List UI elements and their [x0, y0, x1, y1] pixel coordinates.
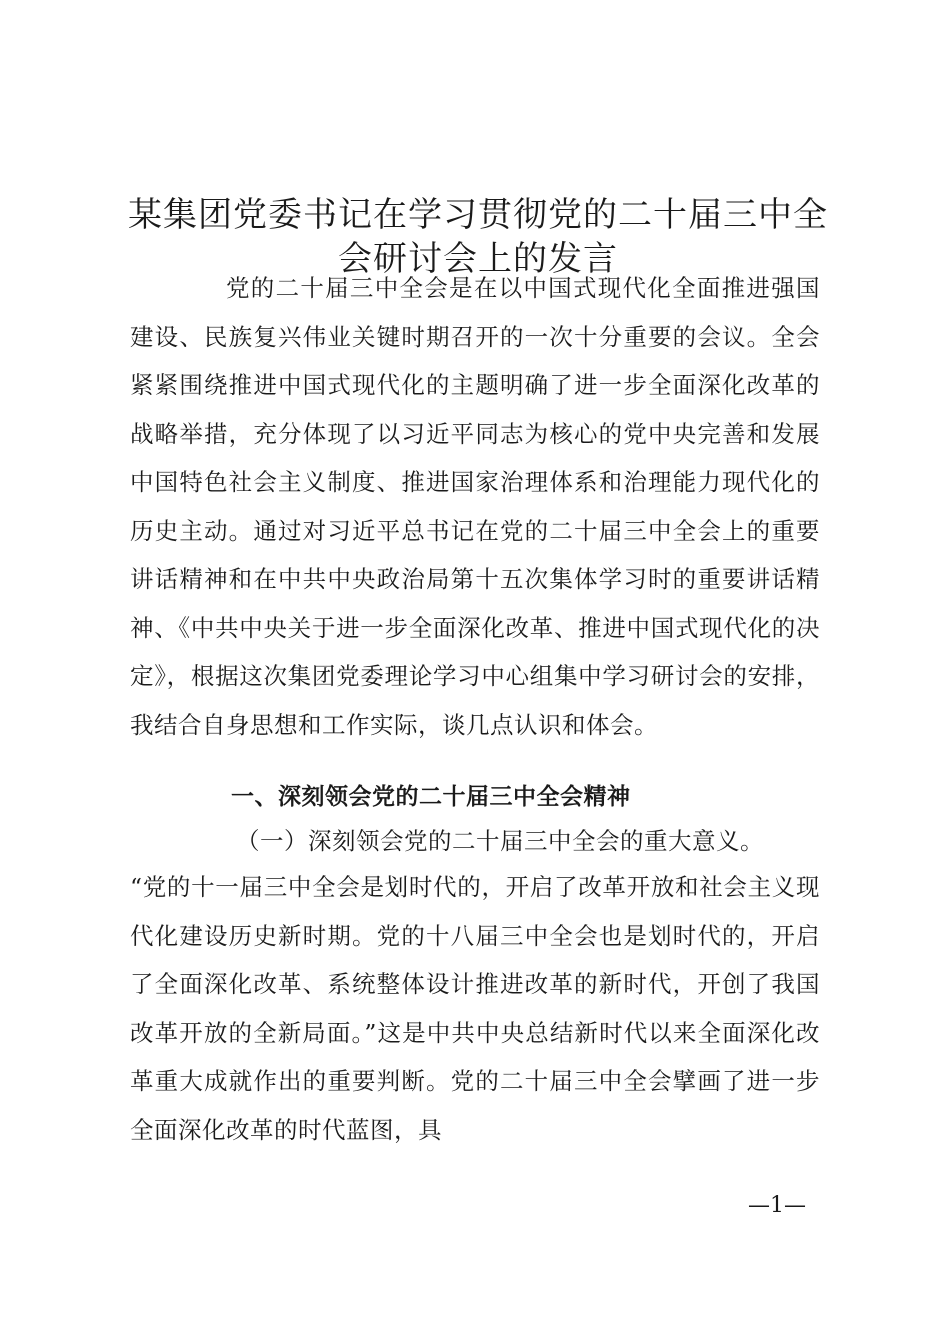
subsection-heading: （一）深刻领会党的二十届三中全会的重大意义。	[236, 827, 764, 855]
page-number: —1—	[748, 1193, 806, 1218]
section-paragraph: “党的十一届三中全会是划时代的，开启了改革开放和社会主义现代化建设历史新时期。党的十八届三中全会也是划时代的，开启了全面深化改革、系统整体设计推进改革的新时代，开创了我国改革开放的全新局面。”这是中共中央总结新时代以来全面深化改革重大成就作出的重要判断。党的二十届三中全会擘画了进一步全面深化改革的时代蓝图，具	[130, 873, 820, 1144]
section-heading: 一、深刻领会党的二十届三中全会精神	[231, 784, 631, 810]
document-title: 某集团党委书记在学习贯彻党的二十届三中全会研讨会上的发言	[128, 194, 828, 279]
intro-paragraph: 党的二十届三中全会是在以中国式现代化全面推进强国建设、民族复兴伟业关键时期召开的一次十分重要的会议。全会紧紧围绕推进中国式现代化的主题明确了进一步全面深化改革的战略举措，充分体现了以习近平同志为核心的党中央完善和发展中国特色社会主义制度、推进国家治理体系和治理能力现代化的历史主动。通过对习近平总书记在党的二十届三中全会上的重要讲话精神和在中共中央政治局第十五次集体学习时的重要讲话精神、《中共中央关于进一步全面深化改革、推进中国式现代化的决定》，根据这次集团党委理论学习中心组集中学习研讨会的安排，我结合自身思想和工作实际，谈几点认识和体会。	[130, 274, 820, 739]
